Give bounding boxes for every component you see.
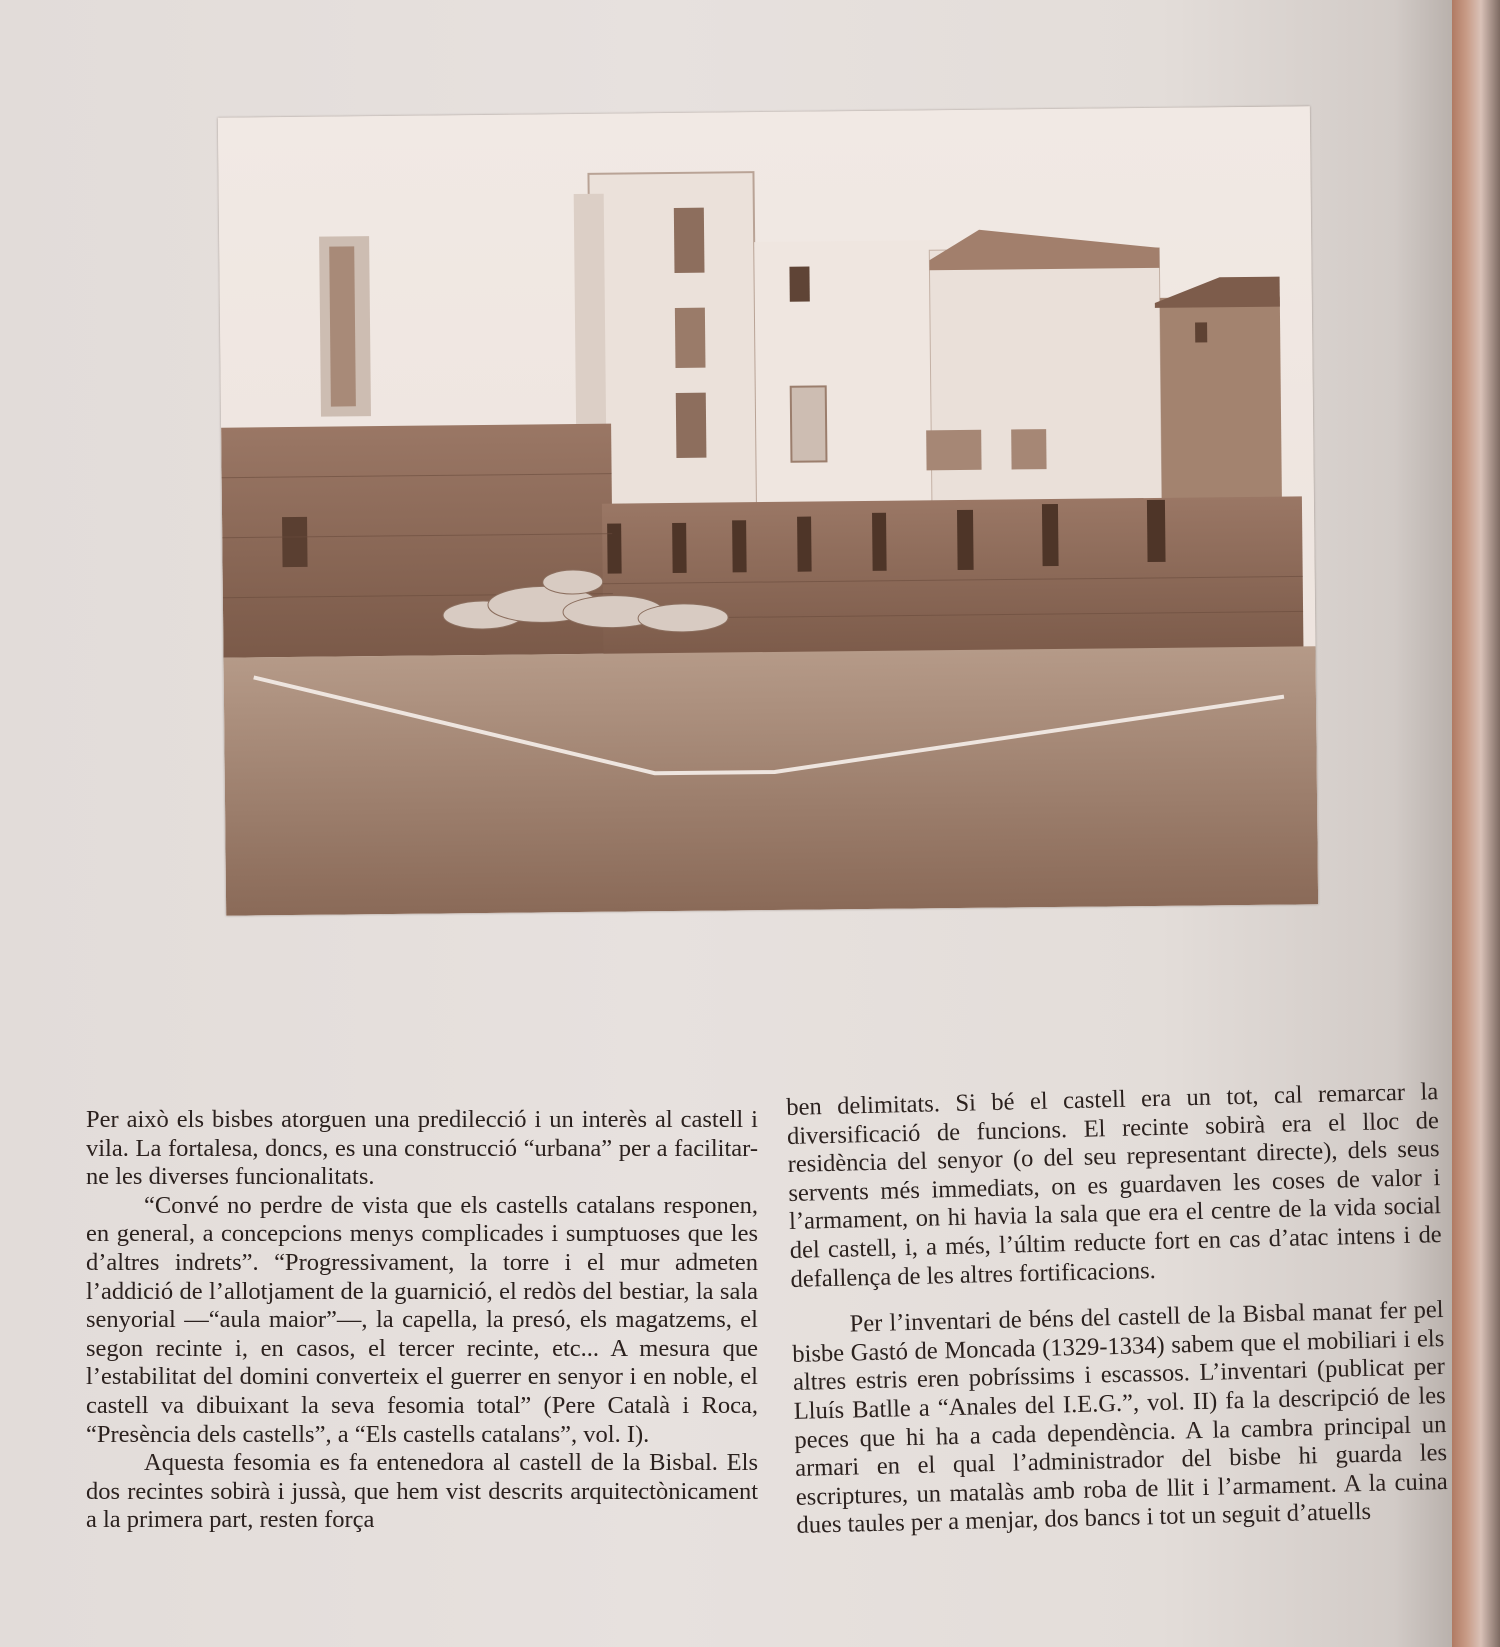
- paragraph: Per això els bisbes atorguen una predilecció i un interès al castell i vila. La fortalesa, doncs, es una construcció “urbana” per a facilitar-ne les diverses funcionalitats.: [86, 1106, 758, 1191]
- text-column-right: [786, 1078, 1449, 1541]
- page-edge: [1452, 0, 1500, 1647]
- paragraph: Per l’inventari de béns del castell de la Bisbal manat fer pel bisbe Gastó de Moncada (1329-1334) sabem que el mobiliari i els altres estris eren pobríssims i escassos. L’inventari (publicat per Lluís Batlle a “Anales del I.E.G.”, vol. II) fa la descripció de les peces que hi ha a cada dependència. A la cambra principal un armari en el qual l’administrador del bisbe hi guarda les escriptures, un matalàs amb roba de llit i l’armament. A la cuina dues taules per a menjar, dos bancs i tot un seguit d’atuells: [792, 1296, 1448, 1540]
- castle-wall-photo: [218, 106, 1318, 915]
- photo-image: [218, 106, 1318, 915]
- paragraph: ben delimitats. Si bé el castell era un tot, cal remarcar la diversificació de funcions. El recinte sobirà era el lloc de residència del senyor (o del seu representant directe), dels seus servents més immediats, on es guardaven les coses de valor i l’armament, on hi havia la sala que era el centre de la vida social del castell, i, a més, l’últim reducte fort en cas d’atac intens i de defallença de les altres fortificacions.: [786, 1078, 1442, 1293]
- paragraph: Aquesta fesomia es fa entenedora al castell de la Bisbal. Els dos recintes sobirà i jussà, que hem vist descrits arquitectònicament a la primera part, resten força: [86, 1449, 758, 1534]
- text-column-left: [86, 1106, 758, 1535]
- paragraph: “Convé no perdre de vista que els castells catalans responen, en general, a concepcions menys complicades i sumptuoses que les d’altres indrets”. “Progressivament, la torre i el mur admeten l’addició de l’allotjament de la guarnició, el redòs del bestiar, la sala senyorial —“aula maior”—, la capella, la presó, els magatzems, el segon recinte i, en casos, el tercer recinte, etc... A mesura que l’estabilitat del domini converteix el guerrer en senyor i en noble, el castell va dibuixant la seva fesomia total” (Pere Català i Roca, “Presència dels castells”, a “Els castells catalans”, vol. I).: [86, 1191, 758, 1448]
